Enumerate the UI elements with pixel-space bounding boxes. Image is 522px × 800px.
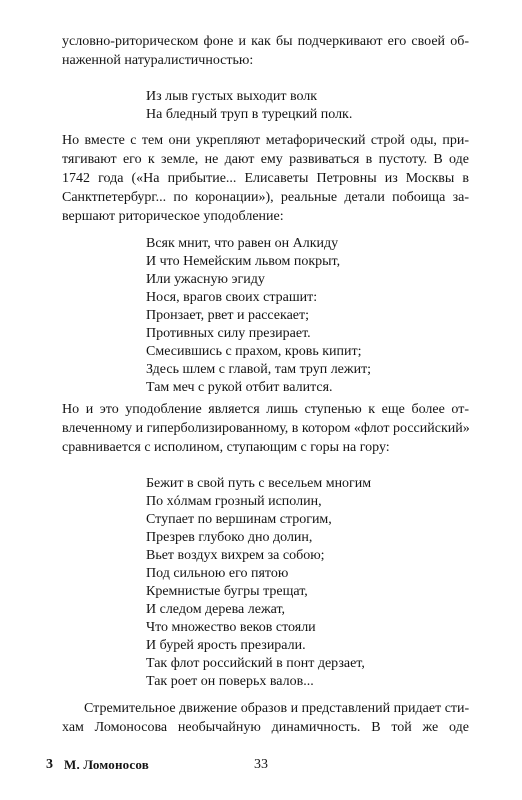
paragraph-3-line-2: влеченному и гиперболизированному, в котором «флот российский» — [62, 421, 470, 436]
paragraph-2-line-2: тягивают его к земле, не дают ему развиваться в пустоту. В оде — [62, 152, 469, 167]
paragraph-3-line-1: Но и это уподобление является лишь ступенью к еще более от- — [62, 402, 469, 417]
paragraph-3-line-3: сравнивается с исполином, ступающим с горы на гору: — [62, 440, 390, 455]
verse-2-line-2: И что Немейским львом покрыт, — [146, 254, 341, 269]
verse-3-line-2: По хóлмам грозный исполин, — [146, 494, 322, 509]
verse-2-line-5: Пронзает, рвет и рассекает; — [146, 308, 310, 323]
paragraph-4-line-2: хам Ломоносова необычайную динамичность. В той же оде — [62, 720, 469, 735]
verse-2-line-1: Всяк мнит, что равен он Алкиду — [146, 236, 339, 251]
page-number: 33 — [254, 757, 268, 772]
verse-2-line-6: Противных силу презирает. — [146, 326, 311, 341]
verse-3-line-8: И следом дерева лежат, — [146, 602, 286, 617]
paragraph-2-line-4: Санктпетербург... по коронации»), реальные детали побоища за- — [62, 190, 469, 205]
verse-1-line-2: На бледный труп в турецкий полк. — [146, 107, 353, 122]
verse-2-line-8: Здесь шлем с главой, там труп лежит; — [146, 362, 372, 377]
verse-3-line-3: Ступает по вершинам строгим, — [146, 512, 332, 527]
verse-1-line-1: Из лыв густых выходит волк — [146, 89, 318, 104]
paragraph-1-line-1: условно-риторическом фоне и как бы подчеркивают его своей об- — [62, 34, 469, 49]
verse-3-line-9: Что множество веков стояли — [146, 620, 316, 635]
paragraph-4-line-1: Стремительное движение образов и представлений придает сти- — [84, 701, 470, 716]
verse-2-line-9: Там меч с рукой отбит валится. — [146, 380, 333, 395]
verse-3-line-11: Так флот российский в понт дерзает, — [146, 656, 365, 671]
paragraph-2-line-3: 1742 года («На прибытие... Елисаветы Петровны из Москвы в — [62, 171, 469, 186]
paragraph-1-line-2: наженной натуралистичностью: — [62, 53, 254, 68]
verse-2-line-7: Смесившись с прахом, кровь кипит; — [146, 344, 362, 359]
paragraph-2-line-5: вершают риторическое уподобление: — [62, 209, 284, 224]
signature-author-name: М. Ломоносов — [64, 757, 149, 772]
verse-2-line-3: Или ужасную эгиду — [146, 272, 265, 287]
paragraph-2-line-1: Но вместе с тем они укрепляют метафорический строй оды, при- — [62, 133, 469, 148]
verse-3-line-5: Вьет воздух вихрем за собою; — [146, 548, 325, 563]
verse-3-line-10: И бурей ярость презирали. — [146, 638, 306, 653]
verse-3-line-1: Бежит в свой путь с весельем многим — [146, 476, 372, 491]
verse-3-line-7: Кремнистые бугры трещат, — [146, 584, 308, 599]
verse-3-line-12: Так роет он поверьх валов... — [146, 674, 314, 689]
signature-number: 3 — [46, 757, 53, 772]
verse-2-line-4: Нося, врагов своих страшит: — [146, 290, 318, 305]
verse-3-line-4: Презрев глубоко дно долин, — [146, 530, 313, 545]
verse-3-line-6: Под сильною его пятою — [146, 566, 289, 581]
